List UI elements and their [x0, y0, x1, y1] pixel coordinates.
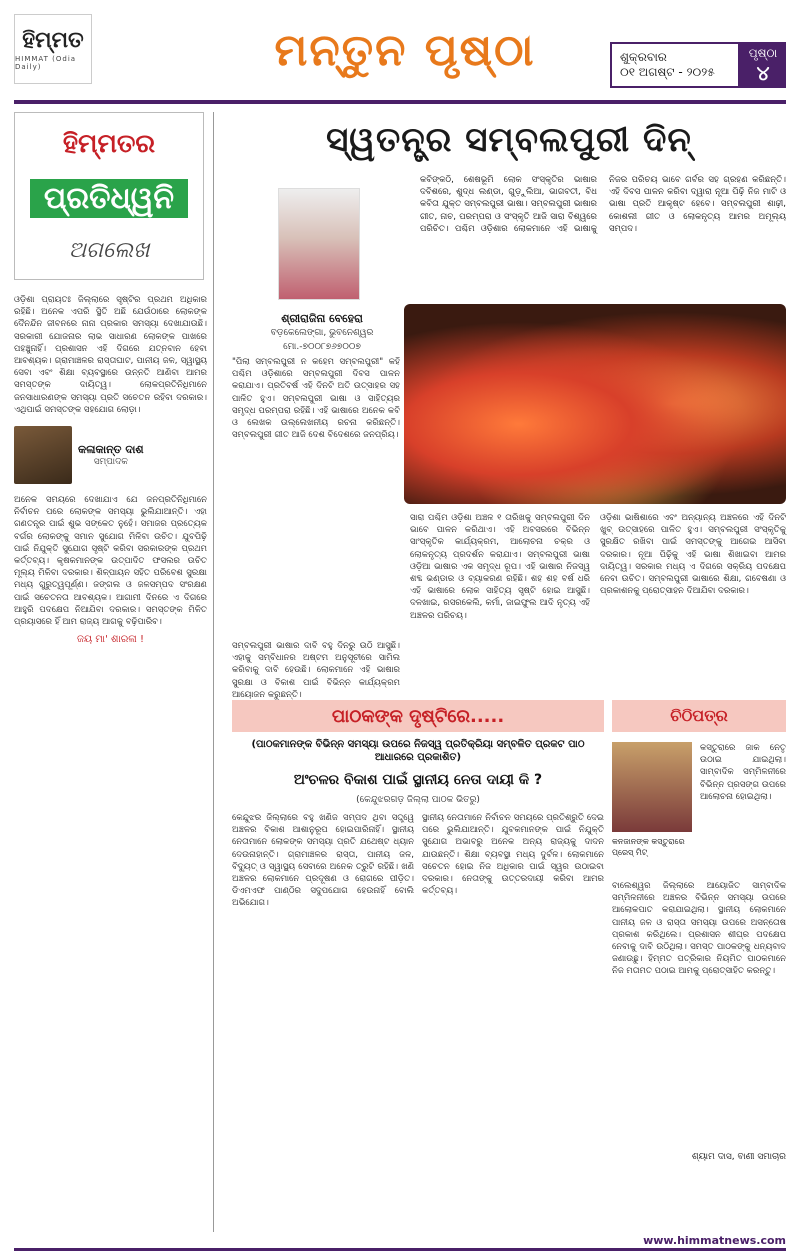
brand-top: ହିମ୍ମତର — [62, 128, 156, 159]
byline-address: ବଡ଼କେଲେଙ୍ଗା, ଭୁବନେଶ୍ୱର — [270, 328, 374, 338]
author-photo — [14, 426, 72, 484]
reader-subheading: (ପାଠକମାନଙ୍କ ବିଭିନ୍ନ ସମସ୍ୟା ଉପରେ ନିଜସ୍ୱ ପ୍ରତିକ୍ରିୟା ସମ୍ବଳିତ ପ୍ରକଟ ପାଠ ଆଧାରରେ ପ୍ରକାଶିତ) — [251, 739, 585, 763]
editorial-body-1: ଓଡ଼ିଶା ପ୍ରାୟତଃ ଜିଲ୍ଲାରେ ସୃଷ୍ଟିର ପ୍ରଥମ ଅଧିକାର ରହିଛି। ଅନେକ ଏପରି ସ୍ଥିତି ଅଛି ଯେଉଁଠାରେ ଲୋକଙ୍କ ଦୈନନ୍ଦିନ ଜୀବନରେ ନାନା ପ୍ରକାର ସମସ୍ୟା ଦେଖାଯାଉଛି। ସରକାରୀ ଯୋଜନାର ଲାଭ ସାଧାରଣ ଲୋକଙ୍କ ପାଖରେ ପହଞ୍ଚୁନାହିଁ। ପ୍ରଶାସନ ଏହି ଦିଗରେ ଯତ୍ନବାନ ହେବା ଆବଶ୍ୟକ। ଗ୍ରାମାଞ୍ଚଳର ରାସ୍ତାଘାଟ, ପାନୀୟ ଜଳ, ସ୍ୱାସ୍ଥ୍ୟ ସେବା ଏବଂ ଶିକ୍ଷା ବ୍ୟବସ୍ଥାରେ ଉନ୍ନତି ଆଣିବା ଆମର ସମସ୍ତଙ୍କ ଦାୟିତ୍ୱ। ଲୋକପ୍ରତିନିଧିମାନେ ଜନସାଧାରଣଙ୍କ ସମସ୍ୟା ପ୍ରତି ସଚେତନ ରହିବା ଦରକାର। ଏଥିପାଇଁ ସମସ୍ତଙ୍କ ସହଯୋଗ ଲୋଡ଼ା। — [14, 295, 207, 415]
author-name: କଳାକାନ୍ତ ଦାଶ — [78, 443, 144, 457]
author-box — [14, 426, 207, 484]
letters-text-1: କସ୍ତୁରାରେ ଜାକ ନେତୃ ଉଠାଇ ଯାଇଥିଲା। ସାମ୍ବାଦିକ ସମ୍ମିଳନୀରେ ବିଭିନ୍ନ ପ୍ରସଙ୍ଗ ଉପରେ ଆଲୋଚନା ହୋଇଥିଲା। — [700, 743, 786, 802]
letters-photo — [612, 742, 692, 832]
author-role: ସମ୍ପାଦକ — [93, 457, 128, 468]
date-label: ୦୧ ଅଗଷ୍ଟ - ୨୦୨୫ — [620, 65, 715, 79]
article-column-3: ସାରା ପଶ୍ଚିମ ଓଡ଼ିଶା ଅଞ୍ଚଳ ୧ ତାରିଖକୁ ସମ୍ବଲପୁରୀ ଦିନ ଭାବେ ପାଳନ କରିଥାଏ। ଏହି ଅବସରରେ ବିଭିନ୍ନ ସାଂସ୍କୃତିକ କାର୍ଯ୍ୟକ୍ରମ, ଆଲୋଚନା ଚକ୍ର ଓ ଲୋକନୃତ୍ୟ ପ୍ରଦର୍ଶନ କରାଯାଏ। ସମ୍ବଲପୁରୀ ଭାଷା ଓଡ଼ିଆ ଭାଷାର ଏକ ସମୃଦ୍ଧ ରୂପ। ଏହି ଭାଷାର ନିଜସ୍ୱ ଶବ୍ଦ ଭଣ୍ଡାର ଓ ବ୍ୟାକରଣ ରହିଛି। ଶହ ଶହ ବର୍ଷ ଧରି ଏହି ଭାଷାରେ ଲୋକ ସାହିତ୍ୟ ସୃଷ୍ଟି ହୋଇ ଆସୁଛି। ଦଳଖାଇ, ରସରକେଲି, କର୍ମା, ଜାଇଫୁଲ ଆଦି ନୃତ୍ୟ ଏହି ଅଞ୍ଚଳର ପରିଚୟ। — [410, 513, 590, 621]
logo-subtitle: HIMMAT (Odia Daily) — [15, 54, 77, 71]
reader-heading: ପାଠକଙ୍କ ଦୃଷ୍ଟିରେ..... — [232, 700, 604, 732]
reader-text-1: କେନ୍ଦୁଝର ଜିଲ୍ଲାରେ ବହୁ ଖଣିଜ ସମ୍ପଦ ଥିବା ସତ୍ତ୍ୱେ ଅଞ୍ଚଳର ବିକାଶ ଆଶାନୁରୂପ ହୋଇପାରିନାହିଁ। ସ୍ଥାନୀୟ ନେତାମାନେ ଲୋକଙ୍କ ସମସ୍ୟା ପ୍ରତି ଯଥେଷ୍ଟ ଧ୍ୟାନ ଦେଉନାହାନ୍ତି। ଗ୍ରାମାଞ୍ଚଳର ରାସ୍ତା, ପାନୀୟ ଜଳ, ବିଦ୍ୟୁତ୍ ଓ ସ୍ୱାସ୍ଥ୍ୟ ସେବାରେ ଅନେକ ତ୍ରୁଟି ରହିଛି। ଖଣି ଅଞ୍ଚଳର ଲୋକମାନେ ପ୍ରଦୂଷଣ ଓ ରୋଗରେ ପୀଡ଼ିତ। ଡିଏମଏଫ ପାଣ୍ଠିର ସଦୁପଯୋଗ ହେଉନାହିଁ ବୋଲି ଅଭିଯୋଗ। — [232, 813, 414, 909]
byline-photo — [278, 188, 360, 300]
editorial-endnote: ଜୟ ମା' ଶାରଳା ! — [76, 634, 144, 646]
article-column-1: "ପିଲା ସମ୍ବଲପୁରୀ ନ କହେମ ସମ୍ବଲପୁରୀ" କହି ପଶ୍ଚିମ ଓଡ଼ିଶାରେ ସମ୍ବଲପୁରୀ ଦିବସ ପାଳନ କରାଯାଏ। ପ୍ରତିବର୍ଷ ଏହି ଦିନଟି ଅତି ଉତ୍ସାହର ସହ ପାଳିତ ହୁଏ। ସମ୍ବଲପୁରୀ ଭାଷା ଓ ସାହିତ୍ୟର ସମୃଦ୍ଧ ପରମ୍ପରା ରହିଛି। ଏହି ଭାଷାରେ ଅନେକ କବି ଓ ଲେଖକ ଉଲ୍ଲେଖନୀୟ ରଚନା କରିଛନ୍ତି। ସମ୍ବଲପୁରୀ ଗୀତ ଆଜି ଦେଶ ବିଦେଶରେ ଜନପ୍ରିୟ। — [232, 357, 400, 441]
letters-signature: ଶ୍ୟାମ ଦାସ, ବାଣୀ ସମାଚାର — [691, 1152, 786, 1162]
letters-text-2: ବାଲେଶ୍ୱର ଜିଲ୍ଲାରେ ଆୟୋଜିତ ସାମ୍ବାଦିକ ସମ୍ମିଳନୀରେ ଅଞ୍ଚଳର ବିଭିନ୍ନ ସମସ୍ୟା ଉପରେ ଆଲୋକପାତ କରାଯାଇଥିଲା। ସ୍ଥାନୀୟ ଲୋକମାନେ ପାନୀୟ ଜଳ ଓ ରାସ୍ତା ସମସ୍ୟା ଉପରେ ଅସନ୍ତୋଷ ପ୍ରକାଶ କରିଥିଲେ। ପ୍ରଶାସନ ଶୀଘ୍ର ପଦକ୍ଷେପ ନେବାକୁ ଦାବି ଉଠିଥିଲା। ସମସ୍ତ ପାଠକଙ୍କୁ ଧନ୍ୟବାଦ ଜଣାଉଛୁ। ହିମ୍ମତ ପତ୍ରିକାର ନିୟମିତ ପାଠକମାନେ ନିଜ ମତାମତ ପଠାଇ ଆମକୁ ପ୍ରୋତ୍ସାହିତ କରନ୍ତୁ। — [612, 881, 786, 977]
letters-heading: ଚିଠିପତ୍ର — [612, 700, 786, 732]
page-nameplate: ମନ୍ତୁନ ପୃଷ୍ଠା — [274, 24, 536, 76]
page-number: ୪ — [756, 60, 770, 85]
day-label: ଶୁକ୍ରବାର — [620, 50, 667, 64]
bottom-divider — [14, 1248, 786, 1251]
page-number-box — [740, 42, 786, 88]
byline-name: ଶ୍ରୀରାଜିନା ବେହେରା — [281, 312, 363, 325]
reader-question: ଅଂଚଳର ବିକାଶ ପାଇଁ ସ୍ଥାନୀୟ ନେତା ଦାୟୀ କି ? — [293, 772, 543, 788]
article-intro: କବିଙ୍କଠି, ଶେଷଭୂମି ଲୋକ ସଂସ୍କୃତିର ଭାଷାର ଦବିଶରେ, ଶୁଦ୍ଧ ଲଣ୍ଡା, ଗୁଡ଼ୁଲିଆ, ଭାଗବତୀ, ବିଧ କବିତା ଯୁକ୍ତ ସମ୍ବଲପୁରୀ ଭାଷା। ସମ୍ବଲପୁରୀ ଭାଷାର ଗୀତ, ନାଚ, ପରମ୍ପରା ଓ ସଂସ୍କୃତି ଆଜି ସାରା ବିଶ୍ୱରେ ପରିଚିତ। ପଶ୍ଚିମ ଓଡ଼ିଶାର ଲୋକମାନେ ଏହି ଭାଷାକୁ ନିଜର ପରିଚୟ ଭାବେ ଗର୍ବର ସହ ଗ୍ରହଣ କରିଛନ୍ତି। ଏହି ଦିବସ ପାଳନ କରିବା ଦ୍ୱାରା ନୂଆ ପିଢ଼ି ନିଜ ମାଟି ଓ ଭାଷା ପ୍ରତି ଆକୃଷ୍ଟ ହେବେ। ସମ୍ବଲପୁରୀ ଶାଢ଼ୀ, କୋଶଲୀ ଗୀତ ଓ ଲୋକନୃତ୍ୟ ଆମର ଅମୂଲ୍ୟ ସମ୍ପଦ। — [420, 175, 786, 234]
website-link[interactable]: www.himmatnews.com — [643, 1234, 786, 1247]
byline-phone: ମୋ.-୭୦୦୮୭୬୭୦୦୭ — [283, 342, 361, 352]
article-column-4: ଓଡ଼ିଶା ଭାଷିଶାରେ ଏବଂ ଅନ୍ୟାନ୍ୟ ଅଞ୍ଚଳରେ ଏହି ଦିନଟି ଖୁବ୍ ଉତ୍ସାହରେ ପାଳିତ ହୁଏ। ସମ୍ବଲପୁରୀ ସଂସ୍କୃତିକୁ ସୁରକ୍ଷିତ ରଖିବା ପାଇଁ ସମସ୍ତଙ୍କୁ ଆଗେଇ ଆସିବା ଦରକାର। ନୂଆ ପିଢ଼ିକୁ ଏହି ଭାଷା ଶିଖାଇବା ଆମର ଦାୟିତ୍ୱ। ସରକାର ମଧ୍ୟ ଏ ଦିଗରେ ସକ୍ରିୟ ପଦକ୍ଷେପ ନେବା ଉଚିତ। ସମ୍ବଲପୁରୀ ଭାଷାରେ ଶିକ୍ଷା, ଗବେଷଣା ଓ ପ୍ରକାଶନକୁ ପ୍ରୋତ୍ସାହନ ଦିଆଯିବା ଦରକାର। — [600, 513, 786, 597]
editorial-body-2: ଅନେକ ସମୟରେ ଦେଖାଯାଏ ଯେ ଜନପ୍ରତିନିଧିମାନେ ନିର୍ବାଚନ ପରେ ଲୋକଙ୍କ ସମସ୍ୟା ଭୁଲିଯାଆନ୍ତି। ଏହା ଗଣତନ୍ତ୍ର ପାଇଁ ଶୁଭ ସଙ୍କେତ ନୁହେଁ। ସମାଜର ପ୍ରତ୍ୟେକ ବର୍ଗର ଲୋକଙ୍କୁ ସମାନ ସୁଯୋଗ ମିଳିବା ଉଚିତ। ଯୁବପିଢ଼ି ପାଇଁ ନିଯୁକ୍ତି ସୁଯୋଗ ସୃଷ୍ଟି କରିବା ସରକାରଙ୍କ ପ୍ରଥମ କର୍ତ୍ତବ୍ୟ। କୃଷକମାନଙ୍କ ଉତ୍ପାଦିତ ଫସଲର ଉଚିତ ମୂଲ୍ୟ ମିଳିବା ଦରକାର। ଶିଳ୍ପାୟନ ସହିତ ପରିବେଶ ସୁରକ୍ଷା ମଧ୍ୟ ଗୁରୁତ୍ୱପୂର୍ଣ୍ଣ। ଜଙ୍ଗଲ ଓ ଜଳସମ୍ପଦ ସଂରକ୍ଷଣ ପାଇଁ ସଚେତନତା ଆବଶ୍ୟକ। ଆଗାମୀ ଦିନରେ ଏ ଦିଗରେ ଆହୁରି ପଦକ୍ଷେପ ନିଆଯିବା ଦରକାର। ସମସ୍ତଙ୍କ ମିଳିତ ପ୍ରୟାସରେ ହିଁ ଆମ ରାଜ୍ୟ ଆଗକୁ ବଢ଼ିପାରିବ। — [14, 495, 207, 628]
top-divider — [14, 100, 786, 104]
page-label: ପୃଷ୍ଠା — [748, 45, 778, 60]
reader-text-2: ସ୍ଥାନୀୟ ନେତାମାନେ ନିର୍ବାଚନ ସମୟରେ ପ୍ରତିଶ୍ରୁତି ଦେଇ ପରେ ଭୁଲିଯାଆନ୍ତି। ଯୁବକମାନଙ୍କ ପାଇଁ ନିଯୁକ୍ତି ସୁଯୋଗ ଅଭାବରୁ ଅନେକ ଅନ୍ୟ ରାଜ୍ୟକୁ ଦାଦନ ଯାଉଛନ୍ତି। ଶିକ୍ଷା ବ୍ୟବସ୍ଥା ମଧ୍ୟ ଦୁର୍ବଳ। ଲୋକମାନେ ସଚେତନ ହୋଇ ନିଜ ଅଧିକାର ପାଇଁ ସ୍ୱର ଉଠାଇବା ଦରକାର। ନେତାଙ୍କୁ ଉତ୍ତରଦାୟୀ କରିବା ଆମର କର୍ତ୍ତବ୍ୟ। — [422, 813, 604, 897]
brand-bottom: ଅଗଲେଖ — [68, 238, 150, 264]
dance-photo — [404, 304, 786, 504]
article-headline: ସ୍ୱତନ୍ତ୍ର ସମ୍ବଲପୁରୀ ଦିନ୍ — [326, 120, 692, 160]
logo-name: ହିମ୍ମତ — [22, 27, 84, 53]
date-box — [610, 42, 740, 88]
brand-mid: ପ୍ରତିଧ୍ୱନି — [30, 179, 188, 218]
article-column-2: ସମ୍ବଲପୁରୀ ଭାଷାର ଦାବି ବହୁ ଦିନରୁ ଉଠି ଆସୁଛି। ଏହାକୁ ସମ୍ବିଧାନର ଅଷ୍ଟମ ଅନୁସୂଚୀରେ ସାମିଲ କରିବାକୁ ଦାବି ହେଉଛି। ଲୋକମାନେ ଏହି ଭାଷାର ସୁରକ୍ଷା ଓ ବିକାଶ ପାଇଁ ବିଭିନ୍ନ କାର୍ଯ୍ୟକ୍ରମ ଆୟୋଜନ କରୁଛନ୍ତି। — [232, 641, 400, 700]
reader-source: (କେନ୍ଦୁଝରଗଡ଼ ଜିଲ୍ଲା ପାଠକ ଭିତରୁ) — [356, 795, 480, 805]
letters-caption: କନଜାନଙ୍କ କସ୍ତୁରାରେ ପ୍ରେସ୍ ମିଟ୍ — [612, 837, 685, 857]
newspaper-logo — [14, 14, 92, 84]
editorial-brand — [14, 112, 204, 280]
editorial-column — [14, 112, 214, 1232]
